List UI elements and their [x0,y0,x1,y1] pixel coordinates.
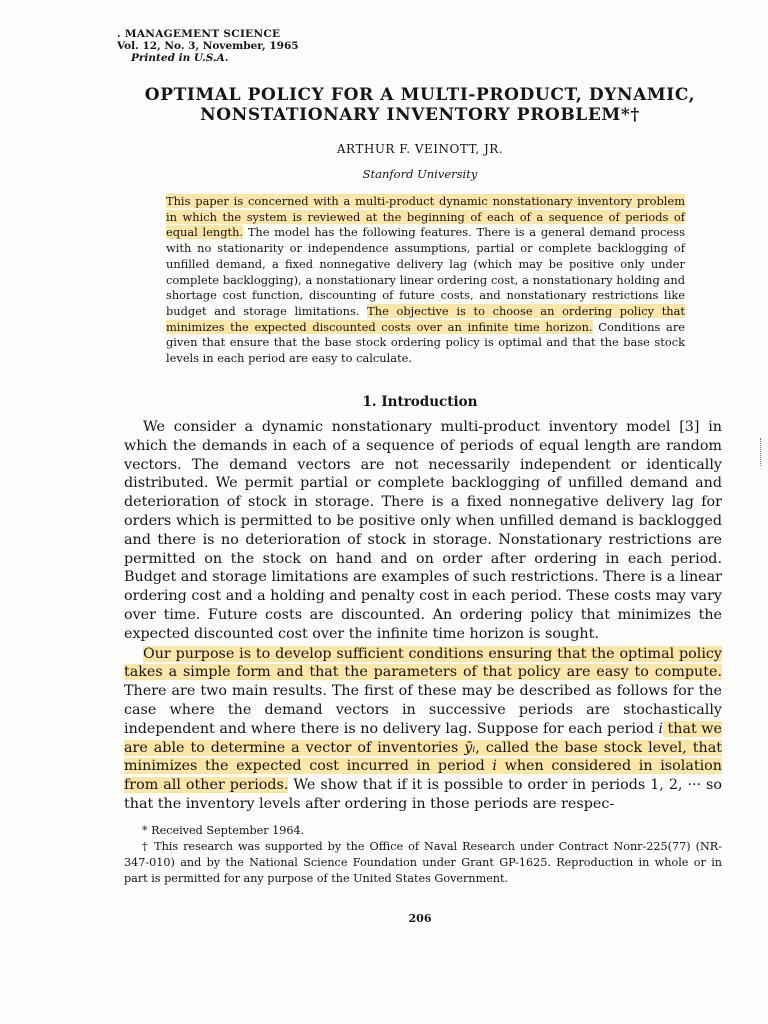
author-affiliation: Stanford University [362,167,478,181]
p2-var-ybar: ȳᵢ [464,739,476,756]
p2-text-1: There are two main results. The first of these may be described as follows for the case where the demand vectors in successive periods are stochastically independent and where there is no delivery lag. Suppose for each period [124,683,722,737]
p2-var-i-2: i [492,758,497,775]
printed-location: Printed in U.S.A. [131,52,229,64]
abstract-text-2: Conditions are given that ensure that the base stock ordering policy is optimal and that the base stock levels in each period are easy to calculate. [166,319,686,366]
p2-highlight-2b: , called the base stock level, that minimizes the expected cost incurred in period [124,739,722,775]
body-text [124,418,722,814]
abstract-text-1: The model has the following features. There is a general demand process with no stationarity or independence assumptions, partial or complete backlogging of unfilled demand, a fixed nonnegative delivery lag (which may be positive only under complete backlogging), a nonstationary linear ordering cost, a nonstationary holding and shortage cost function, discounting of future costs, and nonstationary restrictions like budget and storage limitations. [166,225,685,318]
paper-title: OPTIMAL POLICY FOR A MULTI-PRODUCT, DYNAMIC, NONSTATIONARY INVENTORY PROBLEM*† [144,85,696,125]
journal-name: . MANAGEMENT SCIENCE [117,28,299,40]
footnote-received: * Received September 1964. [142,824,305,837]
abstract-highlight-2: The objective is to choose an ordering policy that minimizes the expected discounted costs over an infinite time horizon. [166,303,685,334]
page-number: 206 [408,912,432,925]
footnote-funding: † This research was supported by the Office of Naval Research under Contract Nonr-225(77) (NR-347-010) and by the National Science Foundation under Grant GP-1625. Reproduction in whole or in part is permitted for any purpose of the United States Government. [124,840,722,885]
footnotes [124,823,722,887]
p2-text-2: We show that if it is possible to order in periods 1, 2, ··· so that the inventory levels after ordering in those periods are respec- [124,777,722,812]
author-name: ARTHUR F. VEINOTT, JR. [336,142,504,156]
journal-volume: Vol. 12, No. 3, November, 1965 [117,40,299,52]
abstract [166,194,685,367]
paragraph-2 [124,645,722,814]
margin-mark [760,438,763,466]
p2-highlight-1: Our purpose is to develop sufficient conditions ensuring that the optimal policy takes a simple form and that the parameters of that policy are easy to compute. [124,645,722,681]
abstract-highlight-1: This paper is concerned with a multi-product dynamic nonstationary inventory problem in which the system is reviewed at the beginning of each of a sequence of periods of equal length. [166,194,685,240]
p2-highlight-2a: that we are able to determine a vector of inventories [124,720,722,756]
journal-header [117,28,299,64]
paragraph-1: We consider a dynamic nonstationary multi-product inventory model [3] in which the demands in each of a sequence of periods of equal length are random vectors. The demand vectors are not necessarily independent or identically distributed. We permit partial or complete backlogging of unfilled demand and deterioration of stock in storage. There is a fixed nonnegative delivery lag for orders which is permitted to be positive only when unfilled demand is backlogged and there is no deterioration of stock in storage. Nonstationary restrictions are permitted on the stock on hand and on order after ordering in each period. Budget and storage limitations are examples of such restrictions. There is a linear ordering cost and a holding and penalty cost in each period. These costs may vary over time. Future costs are discounted. An ordering policy that minimizes the expected discounted cost over the infinite time horizon is sought. [124,419,722,642]
p2-highlight-2c: when considered in isolation from all other periods. [124,758,722,794]
section-heading: 1. Introduction [362,394,478,410]
p2-var-i: i [658,720,663,737]
